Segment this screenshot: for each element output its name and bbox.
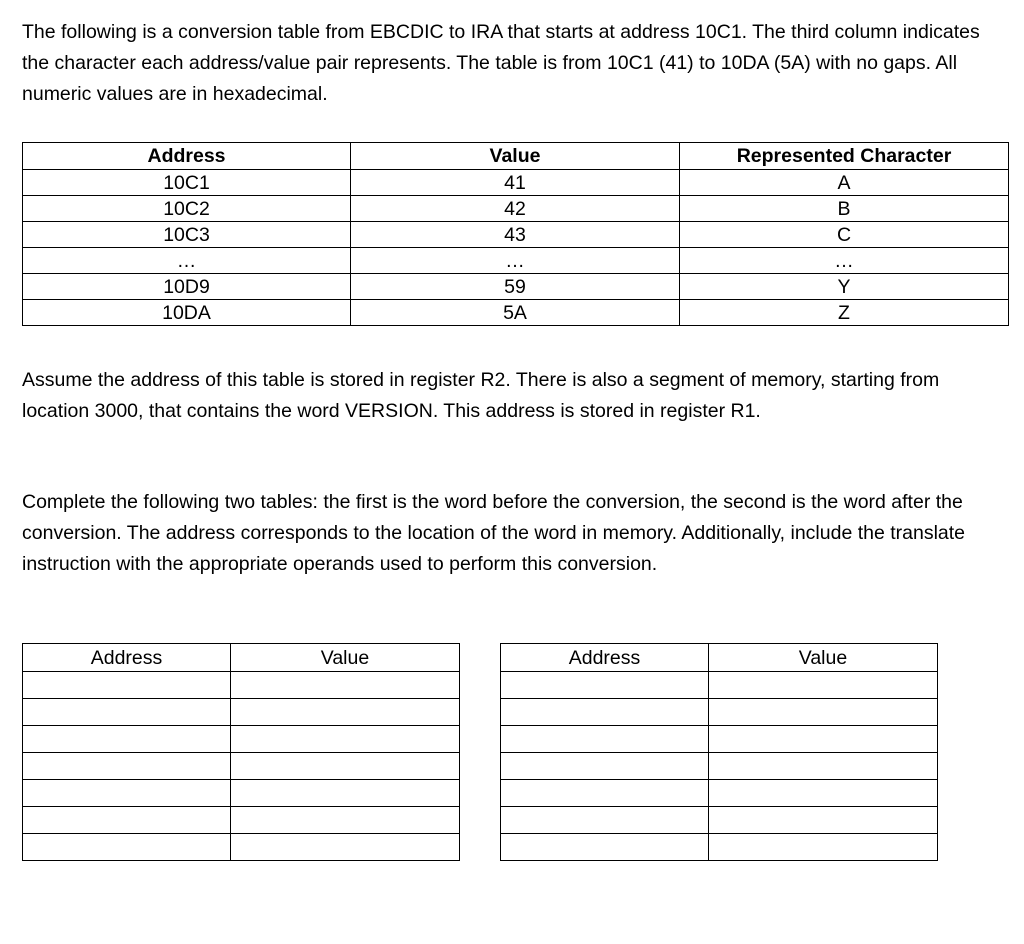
address-column-header: Address — [23, 143, 351, 170]
blank-value-cell[interactable] — [231, 807, 460, 834]
blank-address-cell[interactable] — [23, 726, 231, 753]
blank-table-row — [501, 834, 938, 861]
before-table-body — [23, 672, 460, 861]
before-conversion-table — [22, 643, 460, 861]
character-cell: Z — [680, 300, 1009, 326]
conversion-table-header-row — [23, 143, 1009, 170]
blank-value-cell[interactable] — [709, 699, 938, 726]
blank-value-cell[interactable] — [231, 699, 460, 726]
blank-address-cell[interactable] — [501, 672, 709, 699]
character-cell: A — [680, 170, 1009, 196]
blank-table-row — [23, 834, 460, 861]
blank-table-row — [23, 807, 460, 834]
table-row — [23, 222, 1009, 248]
blank-table-row — [501, 753, 938, 780]
table-row — [23, 300, 1009, 326]
assumption-paragraph: Assume the address of this table is stored in register R2. There is also a segment of memory, starting from location 3000, that contains the word VERSION. This address is stored in register R1. — [22, 369, 940, 422]
address-cell: 10DA — [23, 300, 351, 326]
blank-value-cell[interactable] — [709, 726, 938, 753]
blank-table-row — [23, 699, 460, 726]
blank-value-cell[interactable] — [709, 753, 938, 780]
represented-character-column-header: Represented Character — [680, 143, 1009, 170]
blank-address-cell[interactable] — [501, 834, 709, 861]
blank-address-cell[interactable] — [23, 780, 231, 807]
blank-table-row — [23, 753, 460, 780]
blank-address-cell[interactable] — [501, 780, 709, 807]
blank-address-cell[interactable] — [23, 807, 231, 834]
before-table-header-row — [23, 644, 460, 672]
value-cell: 42 — [351, 196, 680, 222]
before-value-header: Value — [231, 644, 460, 672]
before-address-header: Address — [23, 644, 231, 672]
blank-address-cell[interactable] — [501, 726, 709, 753]
blank-value-cell[interactable] — [709, 780, 938, 807]
table-row-ellipsis — [23, 248, 1009, 274]
task-paragraph: Complete the following two tables: the first is the word before the conversion, the second is the word after the conversion. The address corresponds to the location of the word in memory. Additionally, include the translate instruction with the appropriate operands used to perform this conversion. — [22, 491, 966, 575]
conversion-table — [22, 142, 1009, 326]
address-cell: 10C3 — [23, 222, 351, 248]
address-cell: … — [23, 248, 351, 274]
blank-address-cell[interactable] — [501, 753, 709, 780]
character-cell: … — [680, 248, 1009, 274]
value-column-header: Value — [351, 143, 680, 170]
address-cell: 10C1 — [23, 170, 351, 196]
address-cell: 10C2 — [23, 196, 351, 222]
value-cell: 5A — [351, 300, 680, 326]
blank-table-row — [23, 726, 460, 753]
blank-table-row — [23, 780, 460, 807]
blank-value-cell[interactable] — [231, 834, 460, 861]
blank-table-row — [501, 807, 938, 834]
blank-table-row — [501, 699, 938, 726]
blank-table-row — [501, 672, 938, 699]
blank-address-cell[interactable] — [23, 672, 231, 699]
blank-table-row — [501, 780, 938, 807]
intro-paragraph: The following is a conversion table from EBCDIC to IRA that starts at address 10C1. The third column indicates the character each address/value pair represents. The table is from 10C1 (41) to 10DA (5A) with no gaps. All numeric values are in hexadecimal. — [22, 21, 980, 105]
after-table-body — [501, 672, 938, 861]
blank-address-cell[interactable] — [23, 753, 231, 780]
blank-value-cell[interactable] — [709, 834, 938, 861]
table-row — [23, 170, 1009, 196]
after-value-header: Value — [709, 644, 938, 672]
blank-table-row — [501, 726, 938, 753]
blank-value-cell[interactable] — [709, 672, 938, 699]
value-cell: … — [351, 248, 680, 274]
blank-address-cell[interactable] — [23, 834, 231, 861]
table-row — [23, 274, 1009, 300]
blank-value-cell[interactable] — [231, 780, 460, 807]
after-address-header: Address — [501, 644, 709, 672]
value-cell: 41 — [351, 170, 680, 196]
table-row — [23, 196, 1009, 222]
blank-address-cell[interactable] — [501, 807, 709, 834]
blank-value-cell[interactable] — [709, 807, 938, 834]
after-table-header-row — [501, 644, 938, 672]
address-cell: 10D9 — [23, 274, 351, 300]
character-cell: C — [680, 222, 1009, 248]
blank-value-cell[interactable] — [231, 753, 460, 780]
blank-address-cell[interactable] — [501, 699, 709, 726]
after-conversion-table — [500, 643, 938, 861]
value-cell: 59 — [351, 274, 680, 300]
blank-address-cell[interactable] — [23, 699, 231, 726]
character-cell: B — [680, 196, 1009, 222]
value-cell: 43 — [351, 222, 680, 248]
blank-table-row — [23, 672, 460, 699]
blank-value-cell[interactable] — [231, 726, 460, 753]
blank-value-cell[interactable] — [231, 672, 460, 699]
character-cell: Y — [680, 274, 1009, 300]
